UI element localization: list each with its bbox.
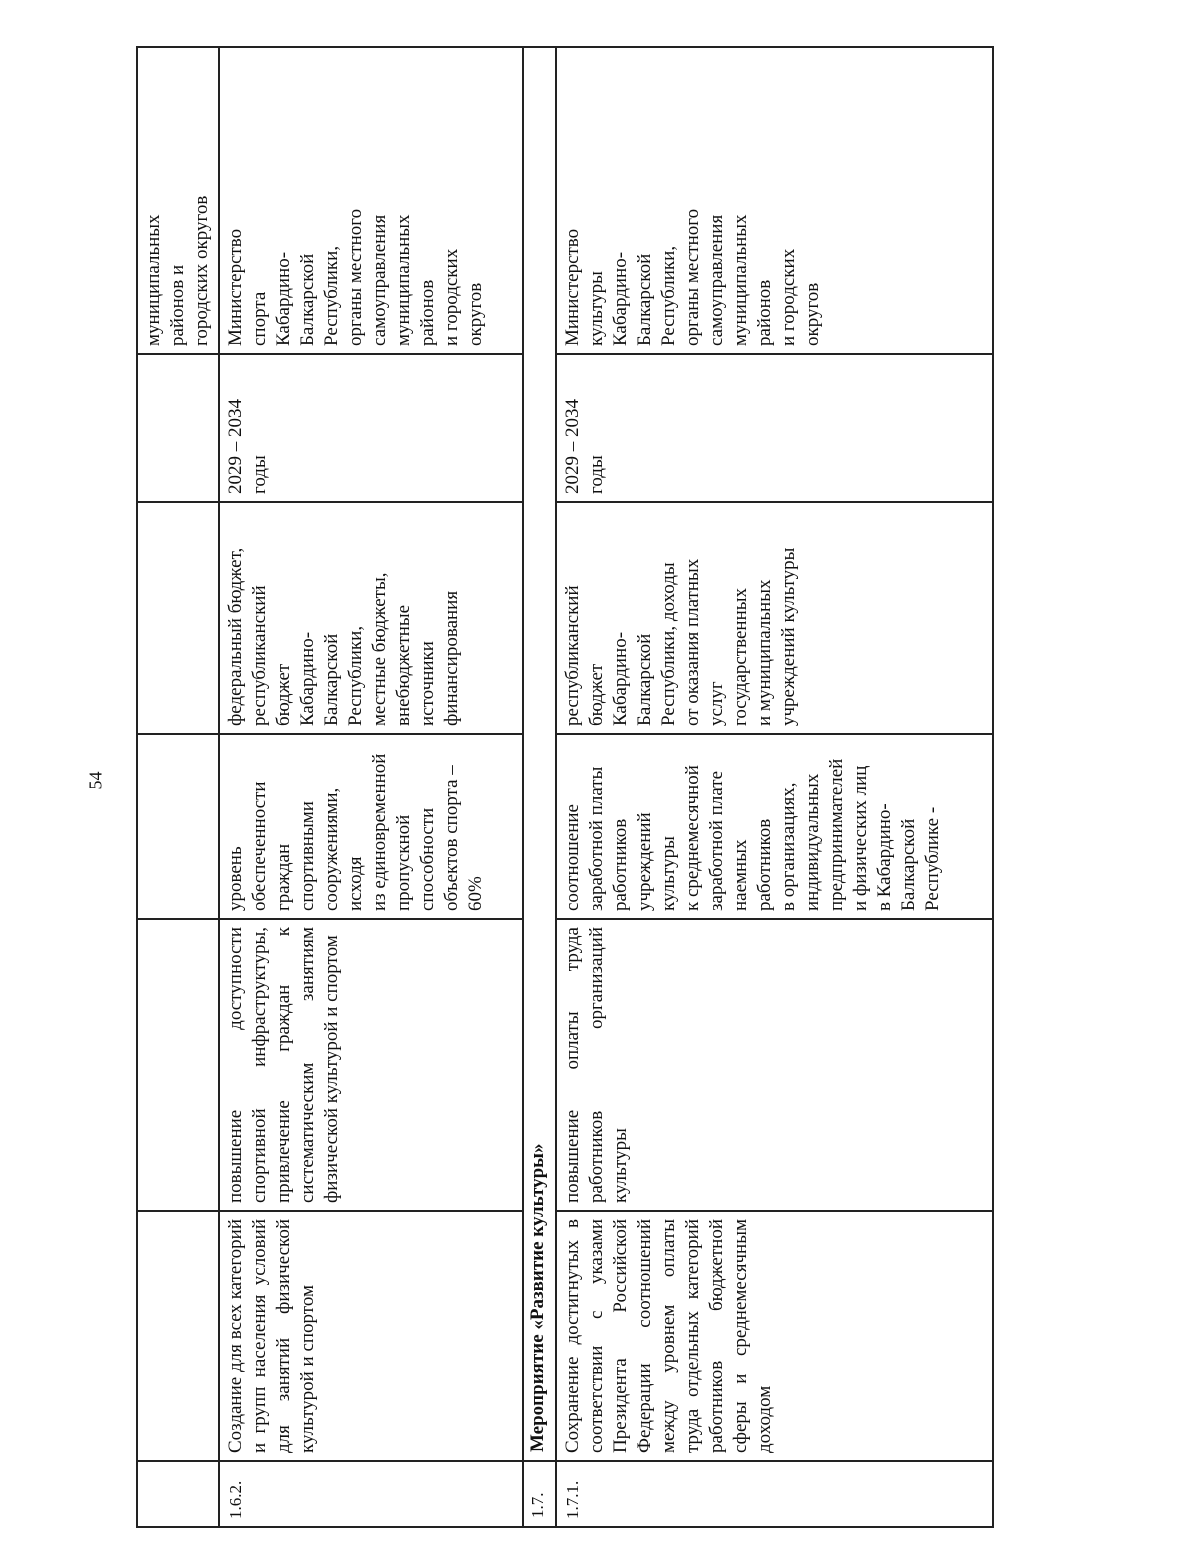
cell-expected-result: повышение оплаты труда работников организаций культуры [556,919,993,1211]
table-row-continuation [137,47,219,1527]
cell-responsible: Министерство культуры Кабардино- Балкарской Республики, органы местного самоуправления муниципальных районов и городских округов [556,47,993,354]
table-row-section-1-7 [523,47,556,1527]
cell-empty [137,354,219,502]
cell-empty [137,502,219,734]
cell-section-title: Мероприятие «Развитие культуры» [523,47,556,1461]
cell-section-number: 1.7. [523,1461,556,1527]
cell-responsible: муниципальных районов и городских округов [137,47,219,354]
page-number: 54 [85,771,106,790]
table-row-1-6-2 [219,47,523,1527]
cell-empty [137,1461,219,1527]
cell-period: 2029 – 2034 годы [556,354,993,502]
cell-empty [137,734,219,919]
cell-financing: федеральный бюджет, республиканский бюджет Кабардино- Балкарской Республики, местные бюджеты, внебюджетные источники финансирования [219,502,523,734]
cell-number: 1.7.1. [556,1461,993,1527]
cell-number: 1.6.2. [219,1461,523,1527]
cell-empty [137,919,219,1211]
rotated-page [136,36,1016,1536]
cell-financing: республиканский бюджет Кабардино- Балкарской Республики, доходы от оказания платных услуг государственных и муниципальных учреждений культуры [556,502,993,734]
table-row-1-7-1 [556,47,993,1527]
cell-indicator: уровень обеспеченности граждан спортивными сооружениями, исходя из единовременной пропускной способности объектов спорта – 60% [219,734,523,919]
cell-responsible: Министерство спорта Кабардино- Балкарской Республики, органы местного самоуправления муниципальных районов и городских округов [219,47,523,354]
cell-indicator: соотношение заработной платы работников учреждений культуры к среднемесячной заработной плате наемных работников в организациях, индивидуальных предпринимателей и физических лиц в Кабардино- Балкарской Республике - [556,734,993,919]
cell-measure-name: Создание для всех категорий и групп населения условий для занятий физической культурой и спортом [219,1211,523,1461]
measures-table [136,46,994,1528]
cell-expected-result: повышение доступности спортивной инфраструктуры, привлечение граждан к систематическим занятиям физической культурой и спортом [219,919,523,1211]
cell-empty [137,1211,219,1461]
cell-period: 2029 – 2034 годы [219,354,523,502]
cell-measure-name: Сохранение достигнутых в соответствии с указами Президента Российской Федерации соотношений между уровнем оплаты труда отдельных категорий работников бюджетной сферы и среднемесячным доходом [556,1211,993,1461]
